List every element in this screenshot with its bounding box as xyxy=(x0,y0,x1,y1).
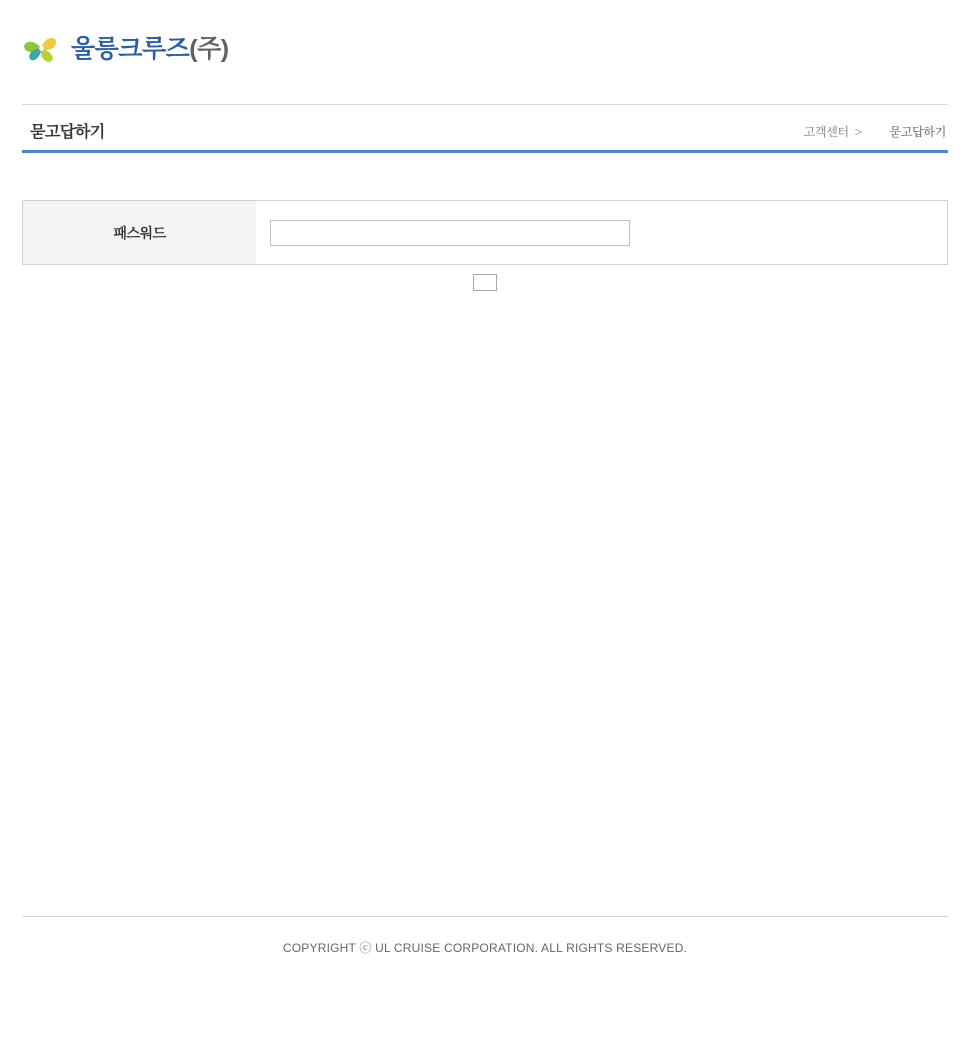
main-content xyxy=(22,200,948,900)
logo-text-main: 울릉크루즈 xyxy=(71,34,190,63)
copyright-text: COPYRIGHT ⓒ UL CRUISE CORPORATION. ALL RIGHTS RESERVED. xyxy=(282,941,688,955)
site-footer xyxy=(22,916,948,956)
submit-button[interactable] xyxy=(473,274,497,291)
form-actions xyxy=(22,274,948,295)
breadcrumb-current: 묻고답하기 xyxy=(889,125,946,139)
logo-text-suffix: (주) xyxy=(189,34,229,63)
password-label: 패스워드 xyxy=(23,201,257,265)
site-logo-link[interactable] xyxy=(22,28,229,70)
page-titlebar xyxy=(22,104,948,153)
page-title: 묻고답하기 xyxy=(30,124,105,141)
password-form-table xyxy=(22,200,948,265)
password-field-cell xyxy=(256,201,948,265)
site-header xyxy=(0,0,970,104)
breadcrumb xyxy=(804,123,946,140)
password-input[interactable] xyxy=(270,220,630,246)
table-row xyxy=(23,201,948,265)
breadcrumb-separator-icon: > xyxy=(854,124,862,139)
breadcrumb-root[interactable]: 고객센터 xyxy=(803,125,849,139)
site-logo-text xyxy=(71,34,229,63)
pinwheel-flower-logo-icon xyxy=(22,28,62,70)
